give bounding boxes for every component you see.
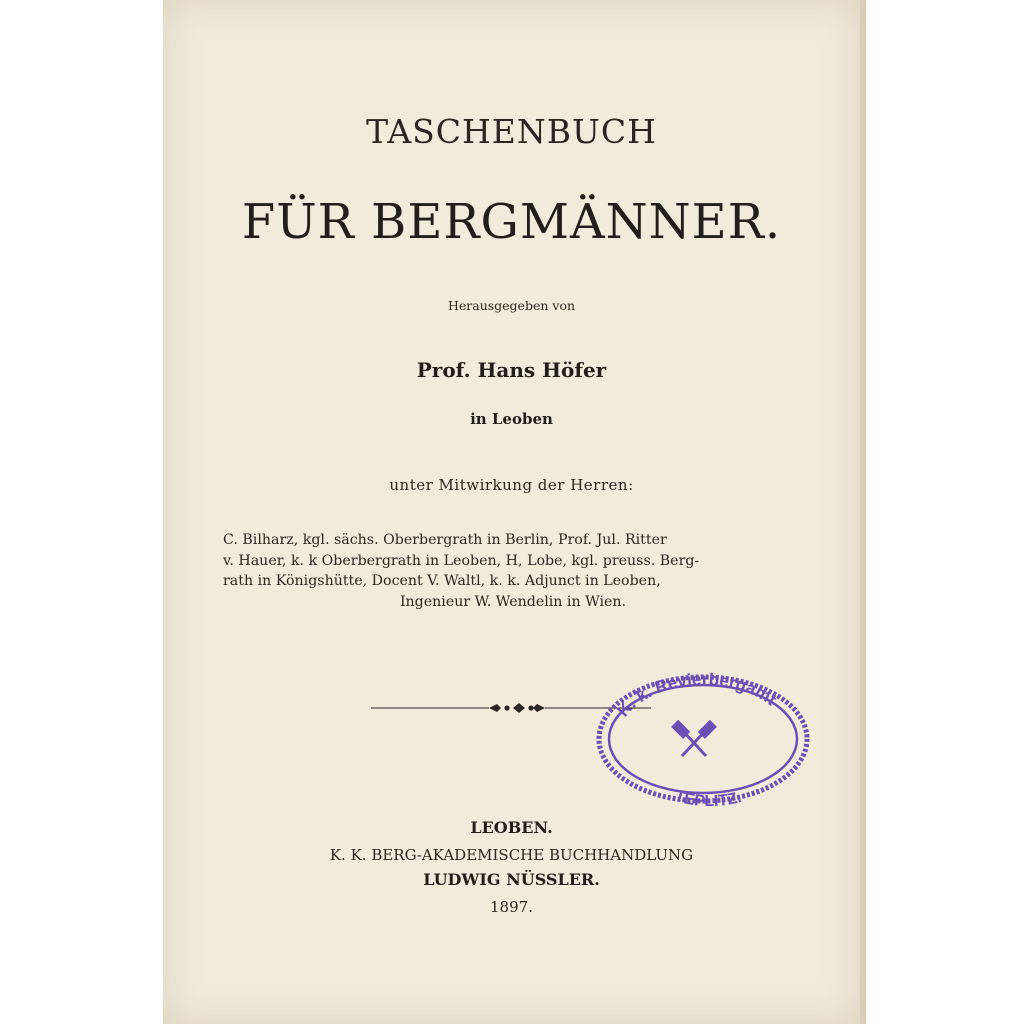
publisher-city: LEOBEN. bbox=[470, 818, 553, 837]
library-stamp bbox=[590, 668, 816, 810]
editor-name: Prof. Hans Höfer bbox=[416, 358, 607, 382]
stamp-top-text: K. k. Revierbergamt bbox=[613, 669, 781, 721]
contributors-line: v. Hauer, k. k Oberbergrath in Leoben, H, Lobe, kgl. preuss. Berg- bbox=[223, 552, 700, 569]
edited-by-label: Herausgegeben von bbox=[447, 298, 576, 313]
contributors-line: Ingenieur W. Wendelin in Wien. bbox=[399, 593, 627, 610]
book-title-line2: FÜR BERGMÄNNER. bbox=[241, 194, 782, 250]
contributors-line: C. Bilharz, kgl. sächs. Oberbergrath in Berlin, Prof. Jul. Ritter bbox=[223, 532, 667, 548]
publisher-owner: LUDWIG NÜSSLER. bbox=[423, 870, 600, 889]
crossed-hammers-icon bbox=[673, 722, 715, 756]
stamp-bottom-text: TEPLITZ. bbox=[672, 787, 744, 810]
collaboration-intro: unter Mitwirkung der Herren: bbox=[389, 476, 634, 494]
contributors-block bbox=[223, 530, 803, 612]
book-title-line1: TASCHENBUCH bbox=[366, 112, 657, 151]
svg-text:K. k. Revierbergamt bbox=[614, 670, 781, 720]
contributors-line: rath in Königshütte, Docent V. Waltl, k. k. Adjunct in Leoben, bbox=[223, 573, 661, 589]
svg-text:TEPLITZ. bbox=[673, 788, 744, 810]
publication-year: 1897. bbox=[490, 898, 533, 916]
editor-place: in Leoben bbox=[470, 410, 553, 428]
page-edge bbox=[860, 0, 866, 1024]
title-page bbox=[163, 0, 860, 1024]
publisher-firm: K. K. BERG-AKADEMISCHE BUCHHANDLUNG bbox=[329, 846, 694, 864]
